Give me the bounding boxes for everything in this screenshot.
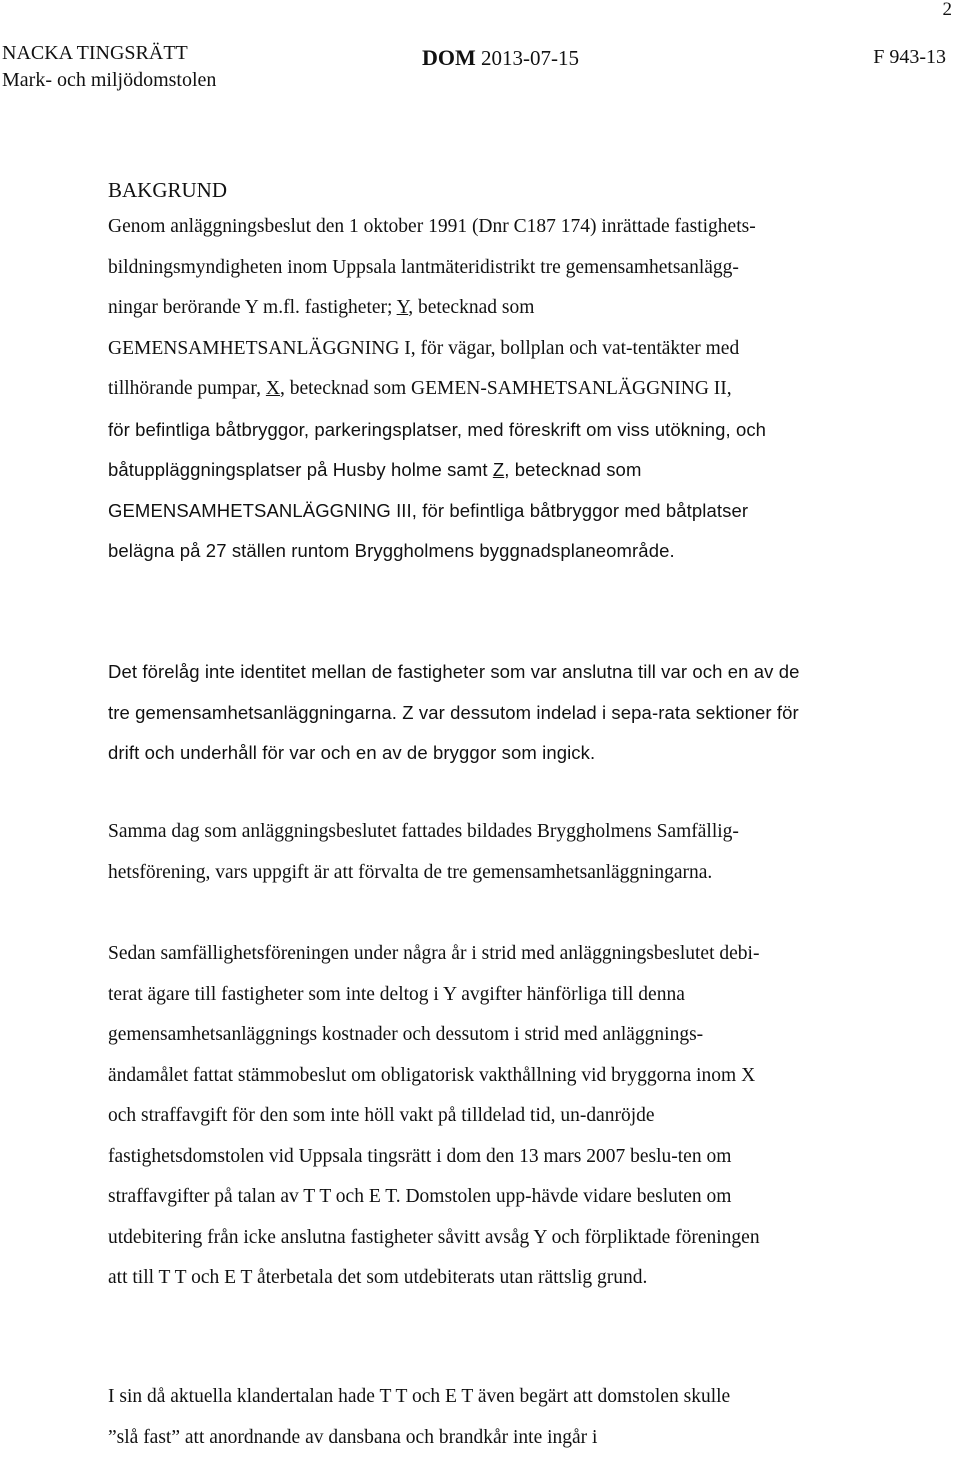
text-line: belägna på 27 ställen runtom Bryggholmens byggnadsplaneområde. (108, 531, 908, 572)
text-fragment: , betecknad som (408, 297, 534, 318)
text-line: terat ägare till fastigheter som inte deltog i Y avgifter hänförliga till denna (108, 975, 908, 1016)
text-line: Genom anläggningsbeslut den 1 oktober 1991 (Dnr C187 174) inrättade fastighets- (108, 207, 908, 248)
text-line: Det förelåg inte identitet mellan de fastigheter som var anslutna till var och en av de (108, 652, 908, 693)
text-line: drift och underhåll för var och en av de bryggor som ingick. (108, 733, 908, 774)
text-line (108, 450, 908, 491)
paragraph-claim (108, 1377, 908, 1458)
paragraph-identity (108, 652, 908, 774)
underlined-term: Y (397, 297, 409, 318)
text-line: ”slå fast” att anordnande av dansbana och brandkår inte ingår i (108, 1418, 908, 1458)
text-fragment: , betecknad som GEMEN-SAMHETSANLÄGGNING II, (280, 378, 732, 399)
text-line (108, 288, 908, 329)
court-name: NACKA TINGSRÄTT (2, 40, 216, 67)
text-line: tre gemensamhetsanläggningarna. Z var dessutom indelad i sepa-rata sektioner för (108, 693, 908, 734)
text-line: ändamålet fattat stämmobeslut om obligatorisk vakthållning vid bryggorna inom X (108, 1056, 908, 1097)
paragraph-dispute (108, 934, 908, 1299)
text-line: Sedan samfällighetsföreningen under några år i strid med anläggningsbeslutet debi- (108, 934, 908, 975)
text-line: hetsförening, vars uppgift är att förvalta de tre gemensamhetsanläggningarna. (108, 853, 908, 894)
paragraph-association (108, 812, 908, 893)
text-line: straffavgifter på talan av T T och E T. Domstolen upp-hävde vidare besluten om (108, 1177, 908, 1218)
text-fragment: båtuppläggningsplatser på Husby holme samt (108, 459, 493, 480)
text-line (108, 369, 908, 410)
text-line: fastighetsdomstolen vid Uppsala tingsrätt i dom den 13 mars 2007 beslu-ten om (108, 1137, 908, 1178)
text-line: GEMENSAMHETSANLÄGGNING I, för vägar, bollplan och vat-tentäkter med (108, 329, 908, 370)
underlined-term: X (266, 378, 280, 399)
text-line: för befintliga båtbryggor, parkeringsplatser, med föreskrift om viss utökning, och (108, 410, 908, 451)
text-fragment: ningar berörande Y m.fl. fastigheter; (108, 297, 397, 318)
page-number: 2 (943, 0, 953, 20)
text-fragment: tillhörande pumpar, (108, 378, 266, 399)
underlined-term: Z (493, 459, 504, 480)
text-line: Samma dag som anläggningsbeslutet fattades bildades Bryggholmens Samfällig- (108, 812, 908, 853)
text-line: bildningsmyndigheten inom Uppsala lantmäteridistrikt tre gemensamhetsanlägg- (108, 248, 908, 289)
text-line: och straffavgift för den som inte höll vakt på tilldelad tid, un-danröjde (108, 1096, 908, 1137)
court-division: Mark- och miljödomstolen (2, 67, 216, 94)
section-heading: BAKGRUND (108, 175, 227, 205)
text-line: utdebitering från icke anslutna fastigheter såvitt avsåg Y och förpliktade föreningen (108, 1218, 908, 1259)
document-type: DOM (422, 45, 476, 70)
text-line: GEMENSAMHETSANLÄGGNING III, för befintliga båtbryggor med båtplatser (108, 491, 908, 532)
document-type-date (422, 44, 579, 72)
court-header (2, 40, 216, 94)
text-fragment: , betecknad som (504, 459, 641, 480)
text-line: gemensamhetsanläggnings kostnader och dessutom i strid med anläggnings- (108, 1015, 908, 1056)
document-date: 2013-07-15 (481, 46, 579, 70)
text-line: I sin då aktuella klandertalan hade T T och E T även begärt att domstolen skulle (108, 1377, 908, 1418)
text-line: att till T T och E T återbetala det som utdebiterats utan rättslig grund. (108, 1258, 908, 1299)
case-number: F 943-13 (873, 44, 946, 71)
paragraph-background (108, 207, 908, 572)
